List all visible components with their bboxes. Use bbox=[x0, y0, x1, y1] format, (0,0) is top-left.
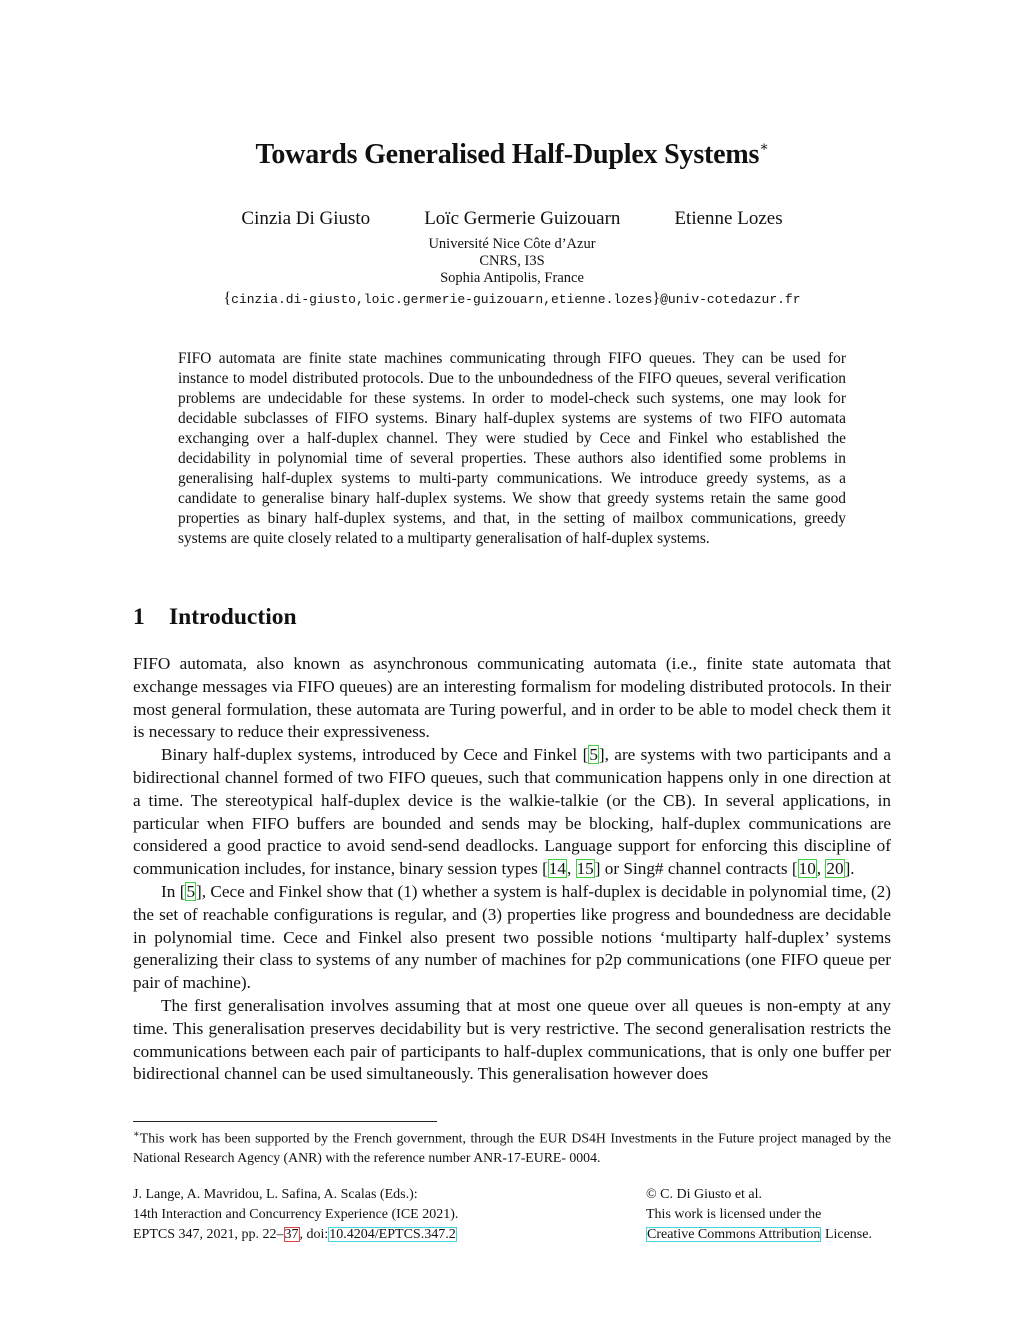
paper-title-text: Towards Generalised Half-Duplex Systems bbox=[255, 139, 760, 170]
text-run: , bbox=[566, 859, 576, 879]
affiliation-line: Université Nice Côte d’Azur bbox=[428, 236, 596, 252]
email-domain: @univ-cotedazur.fr bbox=[660, 292, 801, 307]
license-link-line bbox=[646, 1225, 872, 1245]
footnote-rule bbox=[133, 1121, 437, 1122]
section-number: 1 bbox=[133, 604, 145, 630]
text-run: Binary half-duplex systems, introduced by Cece and Finkel [ bbox=[161, 745, 589, 765]
title-footnote-mark[interactable]: ∗ bbox=[759, 139, 769, 155]
license-link[interactable]: Creative Commons Attribution bbox=[647, 1227, 821, 1242]
author-list bbox=[0, 208, 1024, 230]
publication-info bbox=[133, 1185, 458, 1245]
citation-link[interactable]: 15 bbox=[576, 859, 594, 879]
paragraph bbox=[133, 744, 891, 881]
text-run: ], are systems with two participants and a bidirectional channel formed of two FIFO queues, such that communication happens only in one direction at a time. The stereotypical half-duplex device is the walkie-talkie (or the CB). In several applications, in particular when FIFO buffers are bounded and sends may be blocking, half-duplex communications are considered a good practice to avoid send-send deadlocks. Language support for enforcing this discipline of communication includes, for instance, binary session types [ bbox=[133, 745, 891, 879]
affiliation-line: CNRS, I3S bbox=[479, 253, 545, 269]
section-title: Introduction bbox=[169, 604, 297, 630]
author-name: Cinzia Di Giusto bbox=[241, 208, 371, 229]
text-run: , doi: bbox=[299, 1227, 329, 1242]
citation-link[interactable]: 14 bbox=[548, 859, 566, 879]
license-info bbox=[646, 1185, 872, 1245]
email-brace-open: { bbox=[223, 290, 232, 307]
text-run: ] or Sing# channel contracts [ bbox=[594, 859, 798, 879]
text-run: In [ bbox=[161, 881, 186, 901]
footnote bbox=[133, 1125, 891, 1167]
venue-line: 14th Interaction and Concurrency Experience (ICE 2021). bbox=[133, 1207, 459, 1222]
abstract: FIFO automata are finite state machines communicating through FIFO queues. They can be used for instance to model distributed protocols. Due to the unboundedness of the FIFO queues, several verification problems are undecidable for these systems. In order to model-check such systems, one may look for decidable subclasses of FIFO systems. Binary half-duplex systems are systems of two FIFO automata exchanging over a half-duplex channel. They were studied by Cece and Finkel who established the decidability in polynomial time of several properties. These authors also identified some problems in generalising half-duplex systems to multi-party communications. We introduce greedy systems, as a candidate to generalise binary half-duplex systems. We show that greedy systems retain the same good properties as binary half-duplex systems, and that, in the setting of mailbox communications, greedy systems are quite closely related to a multiparty generalisation of half-duplex systems. bbox=[178, 350, 846, 547]
doi-link[interactable]: 10.4204/EPTCS.347.2 bbox=[329, 1227, 456, 1242]
text-run: ]. bbox=[844, 859, 855, 879]
author-emails bbox=[0, 290, 1024, 308]
paragraph bbox=[133, 881, 891, 995]
text-run: ], Cece and Finkel show that (1) whether a system is half-duplex is decidable in polynomial time, (2) the set of reachable configurations is regular, and (3) properties like progress and boundedness are decidable in polynomial time. Cece and Finkel also present two possible notions ‘multiparty half-duplex’ systems generalizing their class to systems of any number of machines for p2p communications (one FIFO queue per pair of machine). bbox=[133, 881, 891, 993]
text-run: , bbox=[816, 859, 826, 879]
copyright-line: © C. Di Giusto et al. bbox=[646, 1187, 763, 1202]
affiliation bbox=[0, 236, 1024, 287]
paragraph: The first generalisation involves assuming that at most one queue over all queues is non-empty at any time. This generalisation preserves decidability but is very restrictive. The second generalisation restricts the communications between each pair of participants to half-duplex communications, that is only one buffer per bidirectional channel can be used simultaneously. This generalisation however does bbox=[133, 995, 891, 1084]
email-names: cinzia.di-giusto,loic.germerie-guizouarn,etienne.lozes bbox=[231, 292, 653, 307]
footnote-text: This work has been supported by the French government, through the EUR DS4H Investments in the Future project managed by the National Research Agency (ANR) with the reference number ANR-17-EURE- 0004. bbox=[133, 1130, 891, 1165]
text-run: License. bbox=[821, 1227, 872, 1242]
last-page-link[interactable]: 37 bbox=[284, 1227, 299, 1242]
author-name: Loïc Germerie Guizouarn bbox=[424, 208, 621, 229]
license-line: This work is licensed under the bbox=[646, 1207, 822, 1222]
email-brace-close: } bbox=[652, 290, 661, 307]
paper-title bbox=[0, 139, 1024, 171]
citation-link[interactable]: 20 bbox=[826, 859, 844, 879]
text-run: EPTCS 347, 2021, pp. 22– bbox=[133, 1227, 284, 1242]
author-name: Etienne Lozes bbox=[674, 208, 783, 229]
footnote-mark: ∗ bbox=[133, 1129, 140, 1140]
citation-link[interactable]: 5 bbox=[589, 745, 598, 765]
citation-link[interactable]: 10 bbox=[798, 859, 816, 879]
citation-link[interactable]: 5 bbox=[186, 881, 196, 901]
doi-line bbox=[133, 1225, 458, 1245]
editors-line: J. Lange, A. Mavridou, L. Safina, A. Scalas (Eds.): bbox=[133, 1187, 418, 1202]
paragraph: FIFO automata, also known as asynchronous communicating automata (i.e., finite state automata that exchange messages via FIFO queues) are an interesting formalism for modeling distributed protocols. In their most general formulation, these automata are Turing powerful, and in order to be able to model check them it is necessary to reduce their expressiveness. bbox=[133, 654, 891, 742]
section-heading bbox=[133, 604, 297, 631]
affiliation-line: Sophia Antipolis, France bbox=[440, 270, 584, 286]
body-text bbox=[133, 653, 891, 1086]
